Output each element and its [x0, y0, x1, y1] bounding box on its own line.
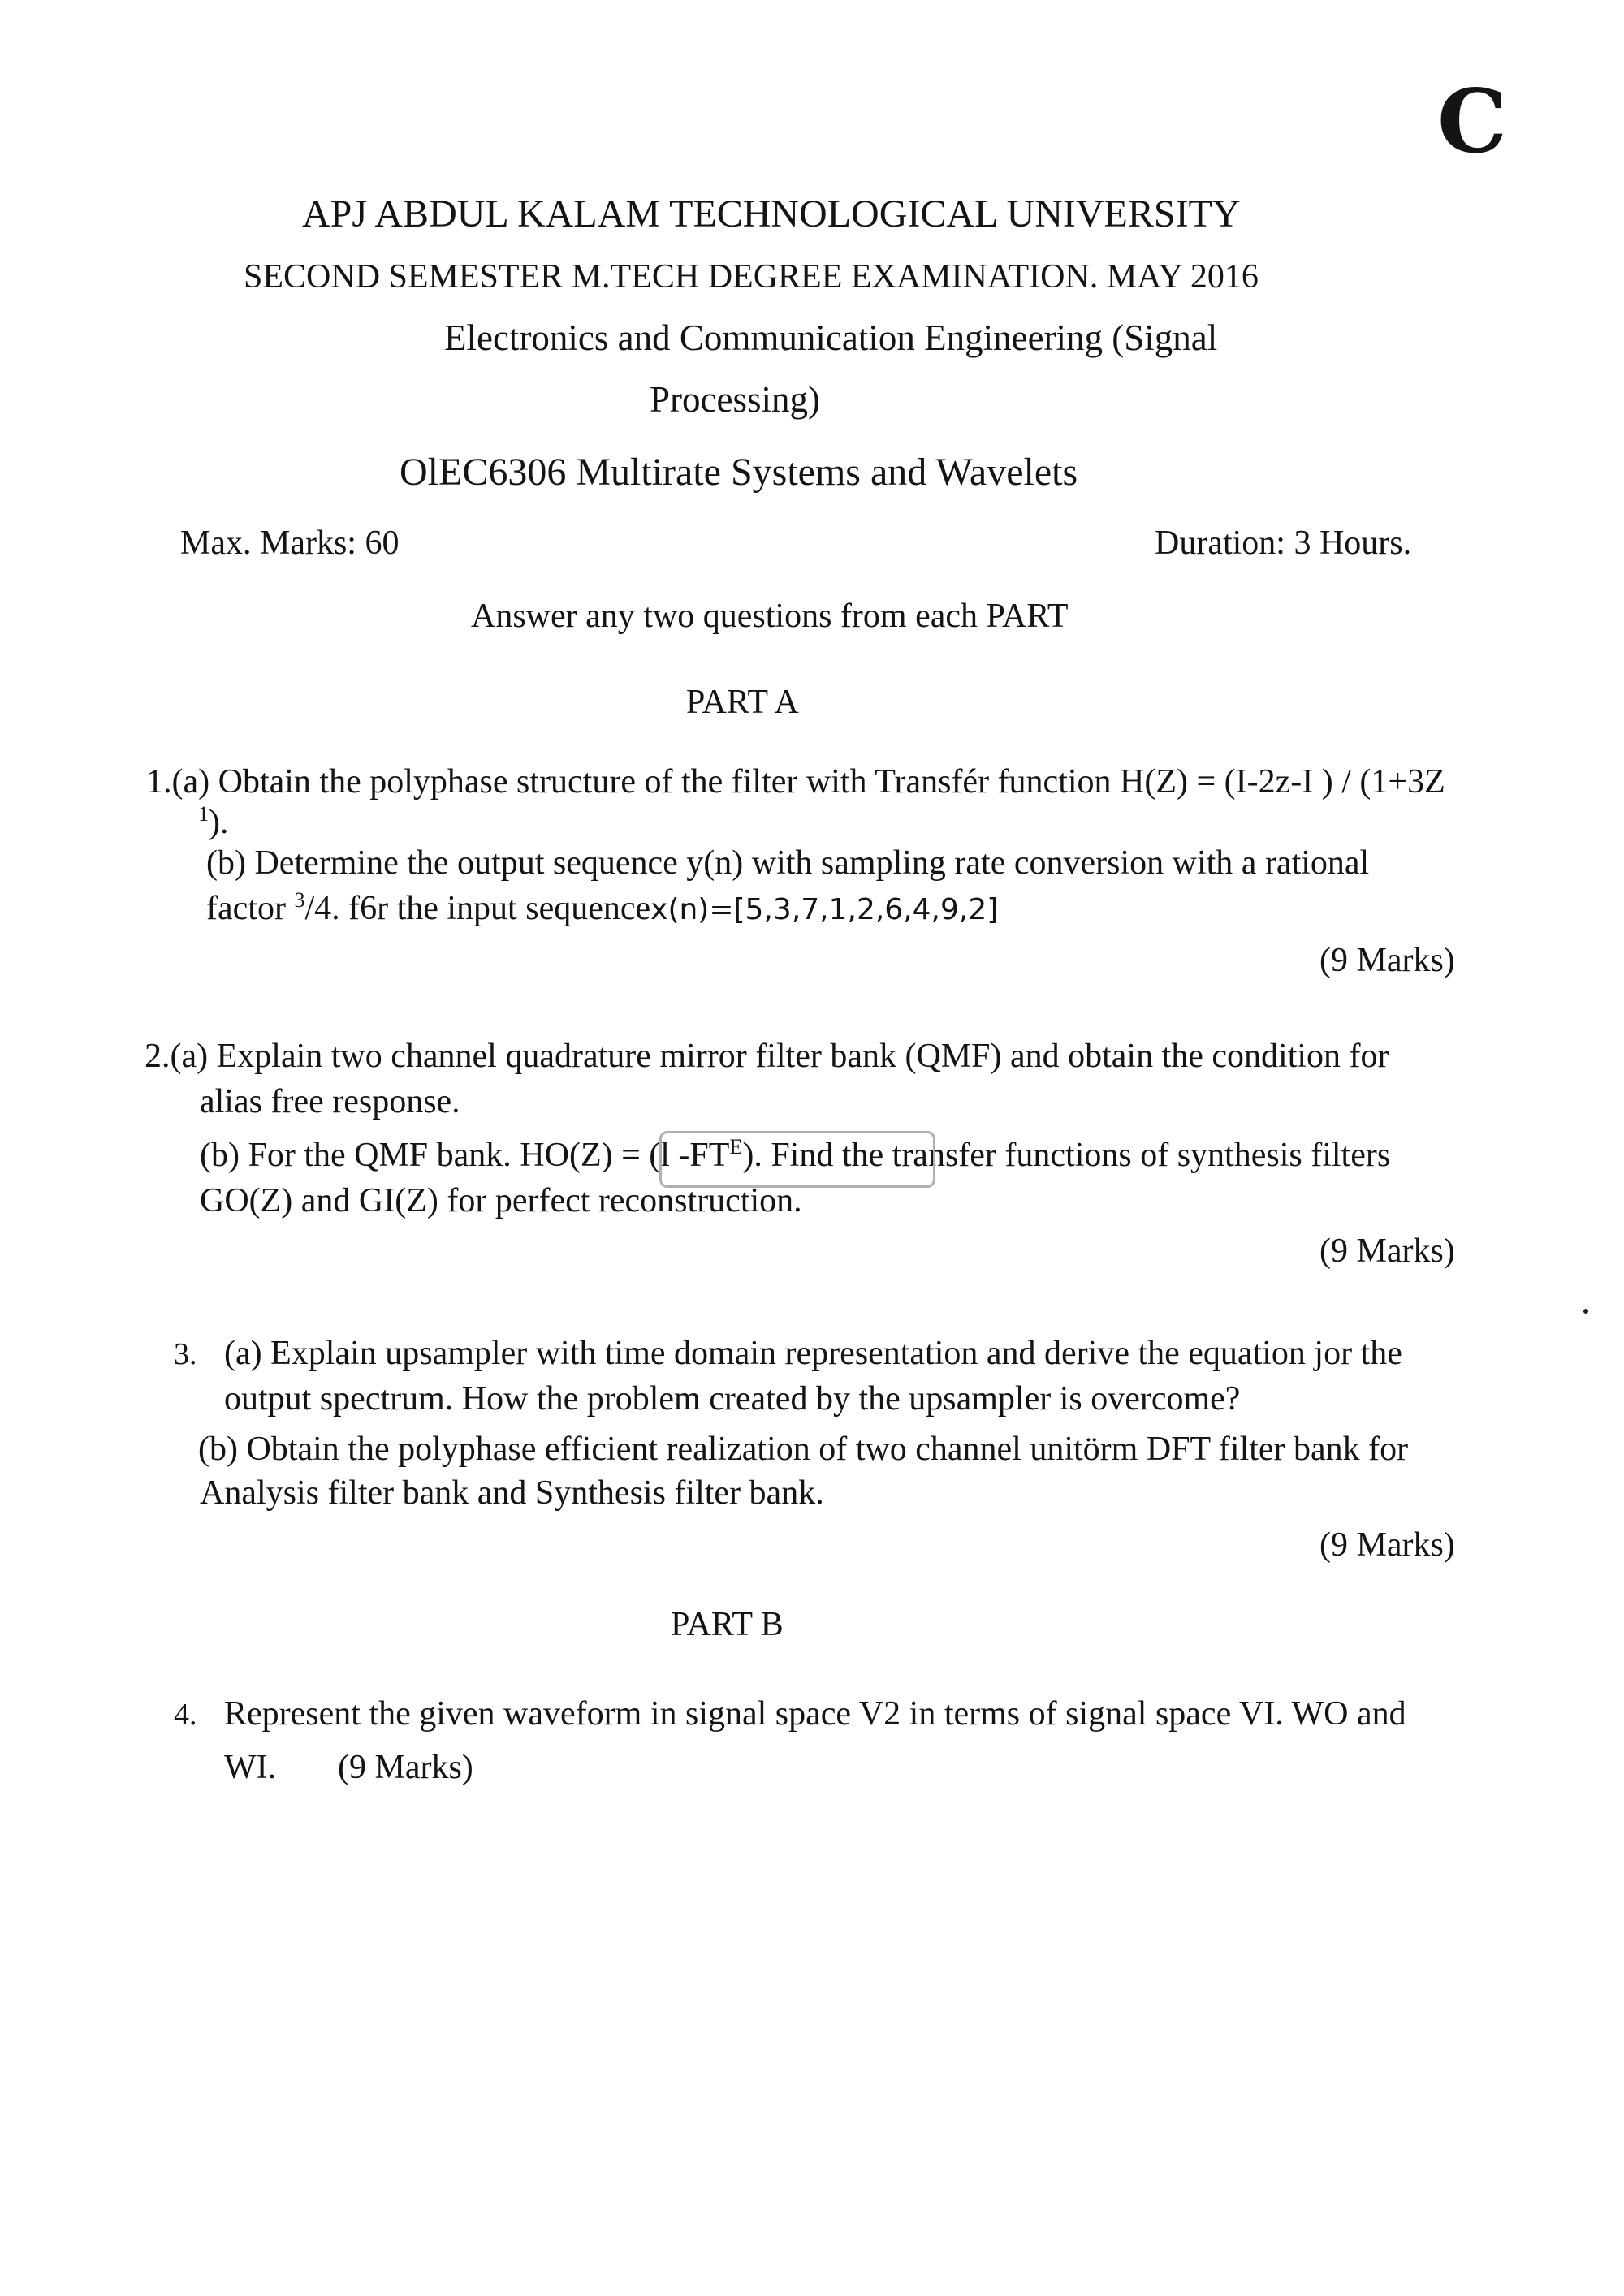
question-1b-line-1: (b) Determine the output sequence y(n) with sampling rate conversion with a rational — [206, 844, 1370, 882]
question-3-marks: (9 Marks) — [1320, 1526, 1455, 1564]
watermark-stamp — [659, 1131, 935, 1188]
question-1b-sequence: x(n)=[5,3,7,1,2,6,4,9,2] — [650, 893, 999, 926]
exam-title: SECOND SEMESTER M.TECH DEGREE EXAMINATION. MAY 2016 — [244, 258, 1259, 296]
question-2a-text: (a) Explain two channel quadrature mirror filter bank (QMF) and obtain the condition for — [170, 1038, 1389, 1075]
question-1-line-1 — [146, 765, 1445, 799]
part-a-title: PART A — [686, 684, 799, 721]
question-3-number: 3. — [174, 1337, 197, 1371]
branch-line-1: Electronics and Communication Engineering (Signal — [444, 317, 1218, 358]
question-4-number-text: 4. — [174, 1698, 197, 1732]
question-1a-text: (a) Obtain the polyphase structure of the filter with Transfér function H(Z) = (I-2z-I ) / (1+3Z — [171, 763, 1445, 801]
part-b-title: PART B — [671, 1606, 784, 1643]
max-marks: Max. Marks: 60 — [180, 524, 400, 562]
question-1a-tail: ). — [209, 804, 229, 841]
question-set-letter: C — [1437, 71, 1507, 173]
question-2-marks: (9 Marks) — [1320, 1232, 1455, 1270]
question-3a-line-1: (a) Explain upsampler with time domain representation and derive the equation jor the — [224, 1335, 1402, 1372]
question-4-marks: (9 Marks) — [338, 1749, 473, 1786]
university-name: APJ ABDUL KALAM TECHNOLOGICAL UNIVERSITY — [302, 192, 1241, 235]
stray-dot — [1583, 1309, 1588, 1314]
question-4-line-2: WI. — [224, 1749, 277, 1786]
question-2b-line-2: GO(Z) and GI(Z) for perfect reconstruction. — [200, 1182, 802, 1219]
instruction: Answer any two questions from each PART — [471, 598, 1069, 635]
question-2b-superscript: E — [729, 1135, 743, 1159]
question-1-number: 1. — [146, 763, 172, 801]
question-2a-line-2: alias free response. — [200, 1083, 460, 1120]
branch-line-2: Processing) — [650, 379, 820, 420]
question-3b-line-2: Analysis filter bank and Synthesis filter bank. — [200, 1474, 824, 1512]
question-2-line-1 — [145, 1039, 1389, 1073]
question-1b-superscript: 3 — [294, 888, 305, 912]
question-4-number — [174, 1697, 197, 1731]
duration: Duration: 3 Hours. — [1155, 524, 1412, 562]
question-3b-line-1: (b) Obtain the polyphase efficient realization of two channel unitörm DFT filter bank for — [198, 1431, 1409, 1468]
question-1b-line-2 — [206, 888, 999, 927]
question-1a-superscript: 1 — [198, 802, 209, 826]
question-2-number: 2. — [145, 1038, 171, 1075]
question-1-marks: (9 Marks) — [1320, 942, 1455, 979]
question-3-line-1 — [174, 1336, 197, 1370]
question-4-line-1: Represent the given waveform in signal space V2 in terms of signal space VI. WO and — [224, 1695, 1406, 1733]
question-1b-middle: /4. f6r the input sequence — [304, 890, 651, 927]
question-2b-prefix: (b) For the QMF bank. HO(Z) = (l -FT — [200, 1137, 730, 1174]
question-2b-suffix: ). Find the transfer functions of synthesis filters — [742, 1137, 1391, 1174]
question-1b-prefix: factor — [206, 890, 295, 927]
question-3a-line-2: output spectrum. How the problem created by the upsampler is overcome? — [224, 1380, 1241, 1418]
course-title: OlEC6306 Multirate Systems and Wavelets — [400, 451, 1078, 494]
question-1-line-2 — [198, 802, 229, 841]
